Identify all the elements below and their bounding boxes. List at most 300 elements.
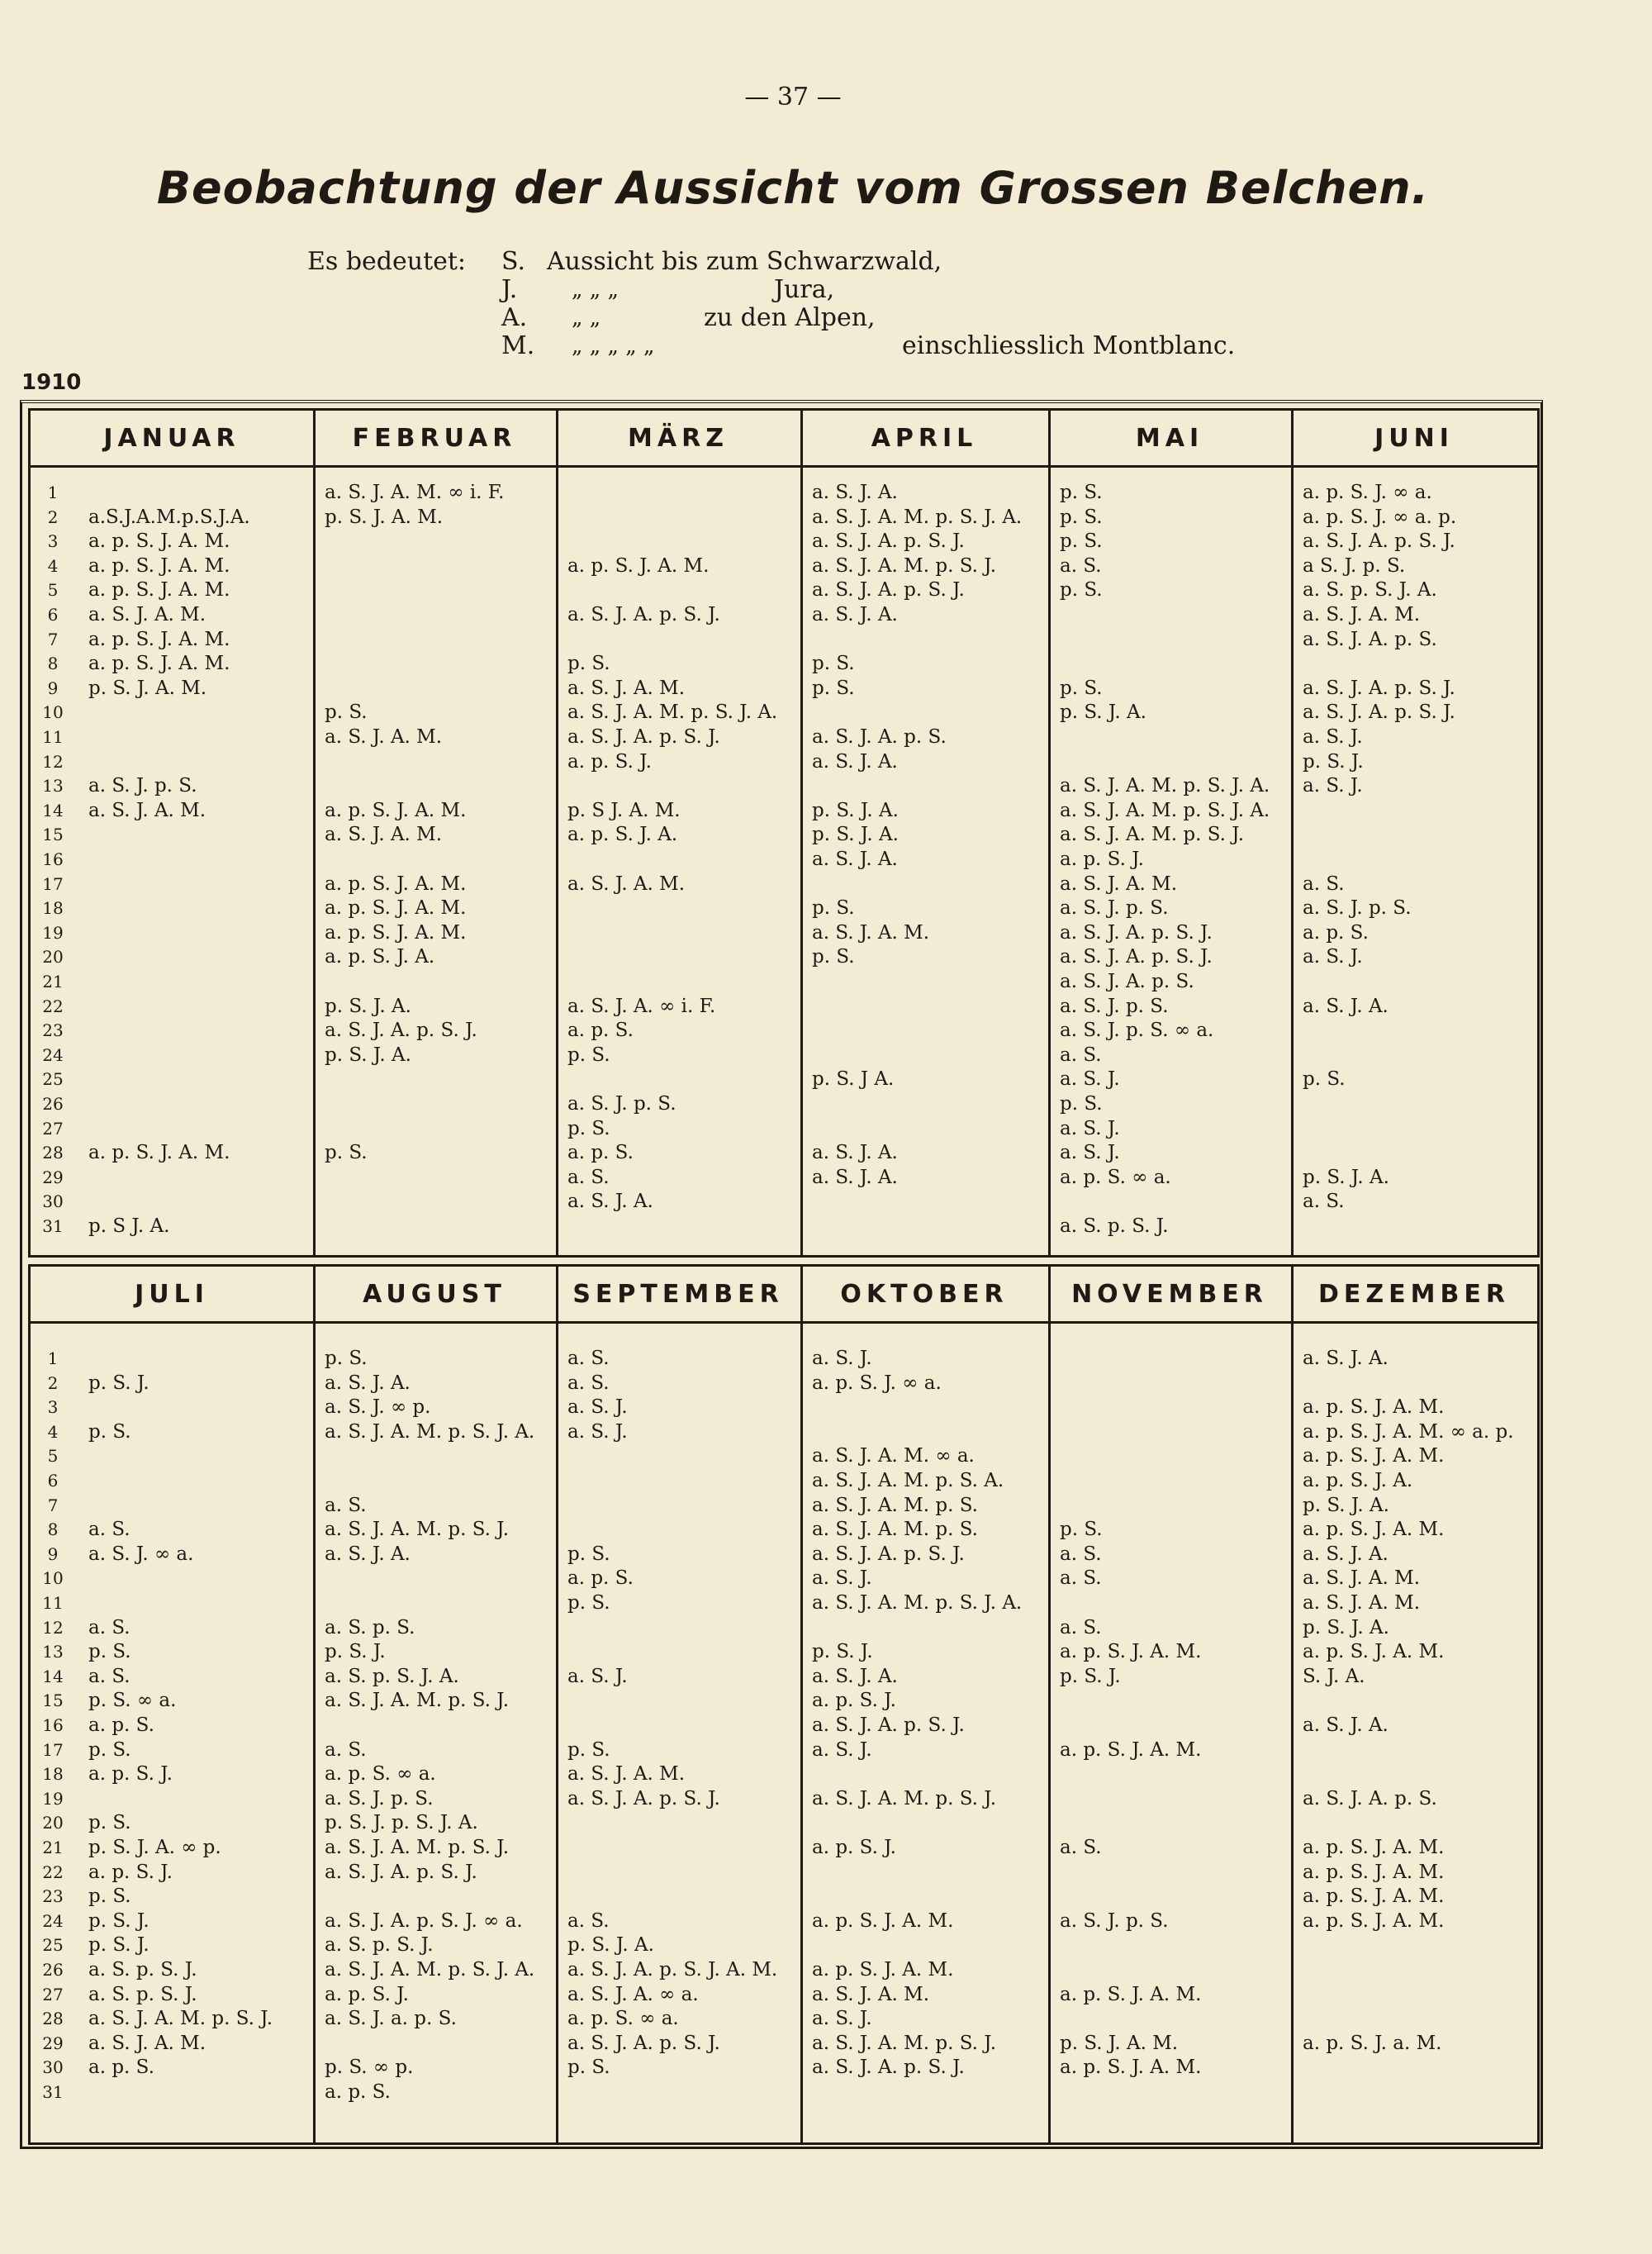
observation-entry: a. S. J. A. M. <box>812 1983 930 2005</box>
observation-entry: a. S. <box>1060 1543 1102 1565</box>
day-number: 16 <box>42 1715 64 1735</box>
observation-entry: a. p. S. <box>567 1567 634 1590</box>
observation-table-first-half <box>28 408 1540 1258</box>
column-divider <box>1291 411 1294 1255</box>
month-header: JUNI <box>1291 411 1537 468</box>
day-number: 8 <box>47 1519 59 1540</box>
observation-entry: a. S. J. A. p. S. J. <box>1060 921 1213 944</box>
legend-symbol: A. <box>501 303 528 332</box>
observation-entry: a. S. J. <box>812 1738 872 1761</box>
day-number: 2 <box>47 506 59 527</box>
observation-entry: a. S. J. A. M. p. S. J. <box>325 1690 510 1712</box>
observation-entry: a. S. J. A. M. <box>1303 604 1421 625</box>
day-number: 3 <box>47 531 59 552</box>
observation-entry: a. p. S. J. A. M. <box>88 653 230 675</box>
day-number: 5 <box>47 1446 59 1467</box>
observation-entry: a. S. J. A. p. S. <box>1303 628 1437 650</box>
observation-entry: p. S. J. A. <box>325 1044 411 1066</box>
observation-entry: a. p. S. J. A. M. <box>1303 1885 1445 1908</box>
day-number: 2 <box>47 1372 59 1393</box>
observation-entry: a. p. S. J. a. M. <box>1303 2032 1442 2054</box>
observation-entry: a. S. J. A. M. <box>567 873 686 895</box>
observation-entry: a. S. J. A. <box>812 1142 898 1164</box>
observation-entry: a. S. J. A. M. p. S. J. <box>88 2008 273 2030</box>
day-number: 20 <box>42 1813 64 1833</box>
legend-symbol: M. <box>501 331 535 360</box>
observation-entry: a. S. J. A. <box>812 1665 898 1687</box>
day-number: 26 <box>42 1094 64 1114</box>
observation-entry: a. S. J. A. M. ∞ i. F. <box>325 482 505 503</box>
day-number: 15 <box>42 1690 64 1711</box>
observation-entry: a. S. J. ∞ p. <box>325 1396 431 1419</box>
observation-entry: p. S. J. <box>812 1641 873 1663</box>
observation-entry: a. S. J. A. <box>325 1372 411 1394</box>
observation-entry: a. p. S. J. A. M. <box>812 1959 954 1981</box>
month-header: MAI <box>1048 411 1291 468</box>
observation-entry: a. S. p. S. J. <box>325 1934 434 1957</box>
month-header: FEBRUAR <box>313 411 556 468</box>
observation-entry: a. S. J. <box>1303 775 1363 797</box>
observation-entry: a. S. J. A. p. S. J. <box>567 726 720 748</box>
day-number: 28 <box>42 2009 64 2029</box>
day-number: 11 <box>42 1593 64 1613</box>
day-number: 4 <box>47 1421 59 1442</box>
observation-entry: a. S. J. A. M. p. S. J. <box>325 1519 510 1541</box>
observation-entry: a. p. S. ∞ a. <box>567 2008 679 2030</box>
day-number: 17 <box>42 1739 64 1760</box>
day-number: 22 <box>42 1862 64 1882</box>
observation-entry: a. S. J. A. M. p. S. J. A. <box>1060 775 1270 797</box>
month-header: NOVEMBER <box>1048 1267 1291 1324</box>
observation-entry: a. S. p. S. J. <box>88 1959 197 1981</box>
observation-entry: a. S. J. A. M. p. S. J. <box>812 2032 997 2054</box>
day-number: 19 <box>42 922 64 943</box>
observation-entry: p. S. J. p. S. J. A. <box>325 1812 478 1834</box>
observation-entry: a. S. J. A. p. S. J. <box>812 579 965 602</box>
legend-text: zu den Alpen, <box>704 303 876 332</box>
day-number: 27 <box>42 1118 64 1139</box>
day-number: 16 <box>42 849 64 869</box>
observation-entry: a. S. <box>325 1494 367 1516</box>
observation-entry: a. p. S. J. <box>567 750 652 773</box>
day-number: 6 <box>47 1471 59 1491</box>
observation-entry: a. p. S. J. A. M. <box>1303 1837 1445 1858</box>
observation-entry: a. S. J. A. p. S. J. <box>1303 677 1455 699</box>
observation-entry: a. S. J. <box>1060 1117 1120 1139</box>
observation-entry: a. p. S. J. <box>88 1861 173 1883</box>
observation-entry: a. S. J. p. S. <box>1303 897 1412 920</box>
observation-entry: p. S. J. A. <box>567 1934 654 1957</box>
observation-entry: a. p. S. <box>567 1142 634 1164</box>
column-divider <box>556 1267 558 2142</box>
observation-entry: a. S. J. <box>1303 946 1363 968</box>
day-number: 7 <box>47 629 59 649</box>
day-number: 24 <box>42 1910 64 1931</box>
observation-entry: a. S. J. A. M. p. S. J. <box>812 1787 997 1809</box>
observation-entry: a. S. J. A. <box>1303 995 1389 1017</box>
observation-entry: a. S. J. p. S. <box>1060 897 1169 920</box>
observation-entry: a. S. <box>88 1616 131 1638</box>
day-number: 14 <box>42 800 64 820</box>
observation-entry: a. S. J. <box>1303 726 1363 748</box>
observation-entry: a. S. J. A. M. p. S. <box>812 1494 978 1516</box>
month-header: AUGUST <box>313 1267 556 1324</box>
observation-entry: a. p. S. J. A. M. <box>325 799 467 821</box>
observation-entry: a. S. J. <box>567 1396 628 1419</box>
observation-entry: a. S. J. A. <box>812 604 898 625</box>
day-number: 23 <box>42 1886 64 1907</box>
day-number: 10 <box>42 702 64 723</box>
month-header: DEZEMBER <box>1291 1267 1537 1324</box>
observation-entry: a. S. J. <box>812 1567 872 1590</box>
observation-entry: a. S. J. A. M. p. S. J. A. <box>325 1420 535 1443</box>
month-header: JULI <box>31 1267 313 1324</box>
year-label: 1910 <box>21 370 82 395</box>
observation-entry: a. S. J. A. <box>812 1166 898 1188</box>
observation-entry: p. S. <box>812 897 855 920</box>
observation-entry: a. S. J. A. p. S. J. ∞ a. <box>325 1909 523 1932</box>
day-number: 31 <box>42 2082 64 2102</box>
observation-entry: a. p. S. J. A. M. <box>88 1142 230 1164</box>
observation-entry: a. S. J. A. ∞ a. <box>567 1983 699 2005</box>
observation-entry: a. S. J. A. <box>325 1543 411 1565</box>
day-number: 30 <box>42 2057 64 2078</box>
observation-entry: a. S. J. A. <box>1303 1714 1389 1736</box>
month-header: MÄRZ <box>556 411 800 468</box>
observation-entry: a. S. <box>1060 1044 1102 1066</box>
legend-text: einschliesslich Montblanc. <box>902 331 1236 360</box>
observation-entry: a. S. J. A. p. S. J. <box>1303 701 1455 724</box>
observation-entry: a. S. J. A. M. <box>1303 1592 1421 1614</box>
observation-entry: a. S. J. <box>567 1665 628 1687</box>
observation-entry: a. S. J. A. ∞ i. F. <box>567 995 716 1017</box>
ditto-marks: „ „ „ <box>572 278 619 302</box>
observation-entry: a. p. S. J. A. M. <box>1060 2057 1202 2079</box>
legend-intro: Es bedeutet: <box>307 247 467 276</box>
observation-entry: a. S. p. S. <box>325 1616 415 1638</box>
observation-entry: p. S. J. <box>325 1641 386 1663</box>
observation-entry: p. S. <box>1060 677 1103 699</box>
observation-entry: p. S. <box>88 1641 131 1663</box>
observation-entry: a. S. J. A. <box>812 849 898 870</box>
observation-entry: a. S. J. A. M. <box>1060 873 1178 895</box>
observation-entry: p. S. <box>1060 482 1103 503</box>
observation-entry: p. S. J. A. <box>812 799 899 821</box>
observation-entry: p. S. J A. <box>812 1068 895 1091</box>
observation-entry: p. S. <box>88 1812 131 1834</box>
observation-entry: a. S. J. A. M. <box>325 824 443 846</box>
observation-entry: a. p. S. <box>567 1020 634 1042</box>
observation-entry: p. S. ∞ a. <box>88 1690 177 1712</box>
observation-entry: a. S. J. p. S. <box>88 775 197 797</box>
observation-entry: a. S. J. A. p. S. J. <box>1060 946 1213 968</box>
observation-entry: a. S. J. A. p. S. J. <box>567 604 720 625</box>
observation-entry: p. S. J. <box>88 1909 150 1932</box>
column-divider <box>1048 1267 1051 2142</box>
observation-entry: a. p. S. J. ∞ a. <box>812 1372 942 1394</box>
observation-entry: a. S. J. A. p. S. J. A. M. <box>567 1959 778 1981</box>
observation-entry: a. S. J. A. M. p. S. <box>812 1519 978 1541</box>
observation-entry: p. S. J. A. M. <box>1060 2032 1179 2054</box>
observation-entry: a. p. S. J. <box>812 1690 896 1712</box>
observation-entry: a. p. S. J. A. M. <box>88 554 230 577</box>
observation-entry: p. S. <box>812 677 855 699</box>
day-number: 22 <box>42 996 64 1016</box>
day-number: 23 <box>42 1020 64 1041</box>
observation-entry: a. p. S. J. A. M. <box>567 554 710 577</box>
day-number: 29 <box>42 1167 64 1187</box>
observation-entry: a. S. J. ∞ a. <box>88 1543 194 1565</box>
column-divider <box>313 411 316 1255</box>
day-number: 27 <box>42 1984 64 2004</box>
observation-entry: a. S. J. p. S. <box>567 1093 676 1115</box>
observation-entry: a S. J. p. S. <box>1303 554 1406 577</box>
ditto-marks: „ „ <box>572 306 601 330</box>
observation-entry: a. S. J. A. p. S. J. <box>812 1543 965 1565</box>
observation-entry: p. S. <box>567 1592 610 1614</box>
day-number: 10 <box>42 1568 64 1589</box>
observation-entry: a. p. S. J. A. M. <box>1060 1738 1202 1761</box>
observation-entry: a. S. J. A. M. p. S. J. A. <box>812 506 1023 528</box>
day-number: 30 <box>42 1191 64 1212</box>
observation-entry: p. S. <box>567 1738 610 1761</box>
observation-entry: a. S. J. A. M. p. S. J. <box>325 1837 510 1858</box>
day-number: 17 <box>42 873 64 894</box>
day-number: 12 <box>42 1617 64 1638</box>
day-number: 1 <box>47 1348 59 1368</box>
observation-entry: a. S. <box>1060 1616 1102 1638</box>
column-divider <box>313 1267 316 2142</box>
month-header: SEPTEMBER <box>556 1267 800 1324</box>
day-number: 19 <box>42 1788 64 1809</box>
observation-entry: p. S. <box>567 1543 610 1565</box>
day-number: 3 <box>47 1397 59 1418</box>
observation-entry: a. S. <box>325 1738 367 1761</box>
observation-entry: S. J. A. <box>1303 1665 1365 1687</box>
observation-entry: a. S. J. a. p. S. <box>325 2008 457 2030</box>
observation-entry: a. p. S. J. A. M. <box>1303 1445 1445 1467</box>
observation-entry: a. S. <box>567 1372 610 1394</box>
observation-entry: a. p. S. J. A. <box>1303 1470 1413 1491</box>
observation-entry: a. S. <box>1060 1567 1102 1590</box>
day-number: 28 <box>42 1143 64 1163</box>
observation-entry: a. p. S. J. A. M. <box>1303 1519 1445 1541</box>
observation-entry: a. p. S. <box>1303 921 1369 944</box>
day-number: 21 <box>42 972 64 991</box>
day-number: 11 <box>42 727 64 747</box>
ditto-marks: „ „ „ „ „ <box>572 334 655 359</box>
observation-entry: a. S. J. p. S. <box>325 1787 434 1809</box>
month-header: OKTOBER <box>800 1267 1048 1324</box>
observation-entry: p. S. J. A. <box>812 824 899 846</box>
observation-entry: a. S. J. A. <box>812 482 898 503</box>
observation-entry: a. p. S. J. A. M. <box>812 1909 954 1932</box>
day-number: 7 <box>47 1495 59 1515</box>
observation-entry: a. S. J. A. M. <box>1303 1567 1421 1590</box>
observation-entry: p. S. J. A. <box>1060 701 1146 724</box>
column-divider <box>1291 1267 1294 2142</box>
observation-entry: p. S. <box>1060 530 1103 553</box>
observation-entry: a. S. J. A. <box>812 750 898 773</box>
observation-entry: a. S. <box>1060 554 1102 577</box>
observation-entry: a. S. J. A. M. <box>88 2032 206 2054</box>
day-number: 9 <box>47 1543 59 1564</box>
observation-entry: p. S. <box>1060 579 1103 602</box>
observation-entry: a. S. J. A. p. S. J. <box>812 2057 965 2079</box>
observation-entry: a. p. S. J. A. M. <box>1060 1641 1202 1663</box>
observation-entry: p. S. <box>812 946 855 968</box>
day-number: 4 <box>47 555 59 576</box>
observation-entry: a. p. S. J. ∞ a. <box>1303 482 1432 503</box>
observation-entry: p. S. <box>1303 1068 1346 1091</box>
observation-entry: a. p. S. J. <box>1060 849 1144 870</box>
observation-entry: p. S. J. <box>88 1372 150 1394</box>
observation-entry: a. S. J. A. p. S. <box>1060 971 1194 992</box>
observation-entry: p. S. <box>88 1738 131 1761</box>
observation-entry: a. S. p. S. J. A. <box>1303 579 1437 602</box>
day-number: 31 <box>42 1216 64 1236</box>
observation-entry: a. S. J. A. p. S. J. <box>812 530 965 553</box>
observation-entry: a. p. S. J. A. M. <box>325 897 467 920</box>
day-number: 24 <box>42 1044 64 1065</box>
observation-entry: a. p. S. ∞ a. <box>1060 1166 1171 1188</box>
observation-entry: a. S. <box>1060 1837 1102 1858</box>
observation-entry: a. S. J. p. S. ∞ a. <box>1060 1020 1214 1042</box>
day-number: 26 <box>42 1960 64 1980</box>
observation-entry: a. S. J. p. S. <box>1060 1909 1169 1932</box>
observation-entry: a. S. J. A. M. p. S. J. A. <box>325 1959 535 1981</box>
day-number: 1 <box>47 483 59 502</box>
day-number: 13 <box>42 776 64 797</box>
observation-entry: a. S. J. A. M. p. S. J. <box>812 554 997 577</box>
observation-entry: a. p. S. J. A. <box>567 824 678 846</box>
observation-entry: a. S. J. A. <box>1303 1348 1389 1369</box>
observation-entry: p. S. <box>88 1420 131 1443</box>
observation-entry: a. S. J. A. M. <box>88 604 206 625</box>
day-number: 25 <box>42 1069 64 1090</box>
observation-entry: a. S. J. <box>812 1348 872 1369</box>
observation-entry: a. p. S. J. A. M. <box>1303 1641 1445 1663</box>
observation-entry: a. p. S. J. A. M. <box>88 628 230 650</box>
day-number: 15 <box>42 825 64 845</box>
legend-symbol: J. <box>501 275 518 304</box>
observation-entry: a. S. J. <box>1060 1068 1120 1091</box>
day-number: 29 <box>42 2033 64 2053</box>
legend-text: Jura, <box>774 275 835 304</box>
observation-entry: a. S. p. S. J. <box>1060 1215 1169 1237</box>
observation-entry: a. S. J. A. M. p. S. J. A. <box>1060 799 1270 821</box>
day-number: 21 <box>42 1838 64 1857</box>
observation-entry: a. S. J. A. p. S. J. <box>812 1714 965 1736</box>
day-number: 14 <box>42 1666 64 1686</box>
observation-entry: a. p. S. J. A. M. <box>1303 1396 1445 1419</box>
observation-entry: a. S. <box>567 1166 610 1188</box>
observation-entry: a. S. J. <box>812 2008 872 2030</box>
observation-entry: a. p. S. J. A. <box>325 946 435 968</box>
observation-entry: a. S. J. A. M. p. S. J. A. <box>812 1592 1023 1614</box>
month-header: APRIL <box>800 411 1048 468</box>
observation-entry: p. S. J. <box>88 1934 150 1957</box>
column-divider <box>1048 411 1051 1255</box>
observation-entry: a. p. S. J. <box>325 1983 409 2005</box>
day-number: 8 <box>47 654 59 674</box>
observation-entry: p. S. J. A. M. <box>325 506 444 528</box>
page-number: — 37 — <box>744 83 842 112</box>
observation-entry: a. S. J. p. S. <box>1060 995 1169 1017</box>
observation-entry: a. S. J. A. p. S. J. <box>325 1861 477 1883</box>
observation-entry: p. S. J. <box>1303 750 1364 773</box>
legend-symbol: S. <box>501 247 526 276</box>
observation-entry: p. S. <box>1060 506 1103 528</box>
observation-entry: a. S. <box>567 1348 610 1369</box>
observation-entry: a. S. J. A. p. S. <box>812 726 947 748</box>
month-header: JANUAR <box>31 411 313 468</box>
observation-entry: a. p. S. J. A. M. <box>88 579 230 602</box>
day-number: 13 <box>42 1642 64 1662</box>
observation-entry: a. p. S. J. A. M. <box>325 873 467 895</box>
observation-entry: a. S. J. A. M. p. S. J. A. <box>567 701 778 724</box>
observation-entry: a. p. S. J. A. M. <box>1303 1861 1445 1883</box>
legend-text: Aussicht bis zum Schwarzwald, <box>547 247 942 276</box>
observation-entry: a. S. J. A. M. <box>812 921 930 944</box>
observation-entry: a. S. J. A. M. <box>567 1763 686 1786</box>
observation-entry: a. S. J. A. M. <box>88 799 206 821</box>
observation-entry: p. S. J. <box>1060 1665 1121 1687</box>
observation-entry: p. S. <box>88 1885 131 1908</box>
observation-entry: p. S. ∞ p. <box>325 2057 414 2079</box>
observation-entry: a. p. S. J. A. M. <box>325 921 467 944</box>
observation-entry: a. S. J. <box>567 1420 628 1443</box>
observation-entry: a. p. S. ∞ a. <box>325 1763 436 1786</box>
observation-entry: a. S. J. A. M. p. S. A. <box>812 1470 1004 1491</box>
observation-entry: a. S. J. A. <box>567 1191 653 1213</box>
observation-entry: p. S. J. A. <box>1303 1616 1389 1638</box>
observation-entry: p. S. <box>567 1117 610 1139</box>
column-divider <box>800 411 803 1255</box>
observation-entry: a. S. <box>1303 873 1345 895</box>
observation-entry: p. S. J. A. ∞ p. <box>88 1837 221 1858</box>
observation-entry: p. S. <box>1060 1093 1103 1115</box>
observation-entry: a. S. p. S. J. <box>88 1983 197 2005</box>
column-divider <box>556 411 558 1255</box>
day-number: 5 <box>47 580 59 601</box>
observation-entry: p. S. J. A. <box>1303 1166 1389 1188</box>
observation-entry: a. S. <box>567 1909 610 1932</box>
observation-entry: a. p. S. J. A. M. <box>1060 1983 1202 2005</box>
observation-entry: a. p. S. <box>88 1714 154 1736</box>
observation-entry: a. S. <box>88 1665 131 1687</box>
observation-entry: p. S. J. A. <box>1303 1494 1389 1516</box>
observation-entry: p. S. <box>325 701 368 724</box>
observation-entry: a. p. S. J. ∞ a. p. <box>1303 506 1457 528</box>
day-number: 6 <box>47 605 59 625</box>
observation-entry: a.S.J.A.M.p.S.J.A. <box>88 506 250 528</box>
observation-entry: p. S. J. A. M. <box>88 677 207 699</box>
observation-table-second-half <box>28 1264 1540 2145</box>
observation-entry: a. p. S. J. <box>812 1837 896 1858</box>
day-number: 18 <box>42 898 64 919</box>
observation-entry: a. S. J. A. p. S. <box>1303 1787 1437 1809</box>
observation-entry: a. S. <box>88 1519 131 1541</box>
observation-entry: a. S. J. A. p. S. J. <box>325 1020 477 1042</box>
observation-entry: p. S. <box>325 1348 368 1369</box>
column-divider <box>800 1267 803 2142</box>
observation-entry: p. S. J. A. <box>325 995 411 1017</box>
observation-entry: p. S. <box>812 653 855 675</box>
observation-entry: a. S. J. A. M. <box>325 726 443 748</box>
observation-entry: a. S. J. A. p. S. J. <box>567 2032 720 2054</box>
observation-entry: p. S J. A. M. <box>567 799 681 821</box>
